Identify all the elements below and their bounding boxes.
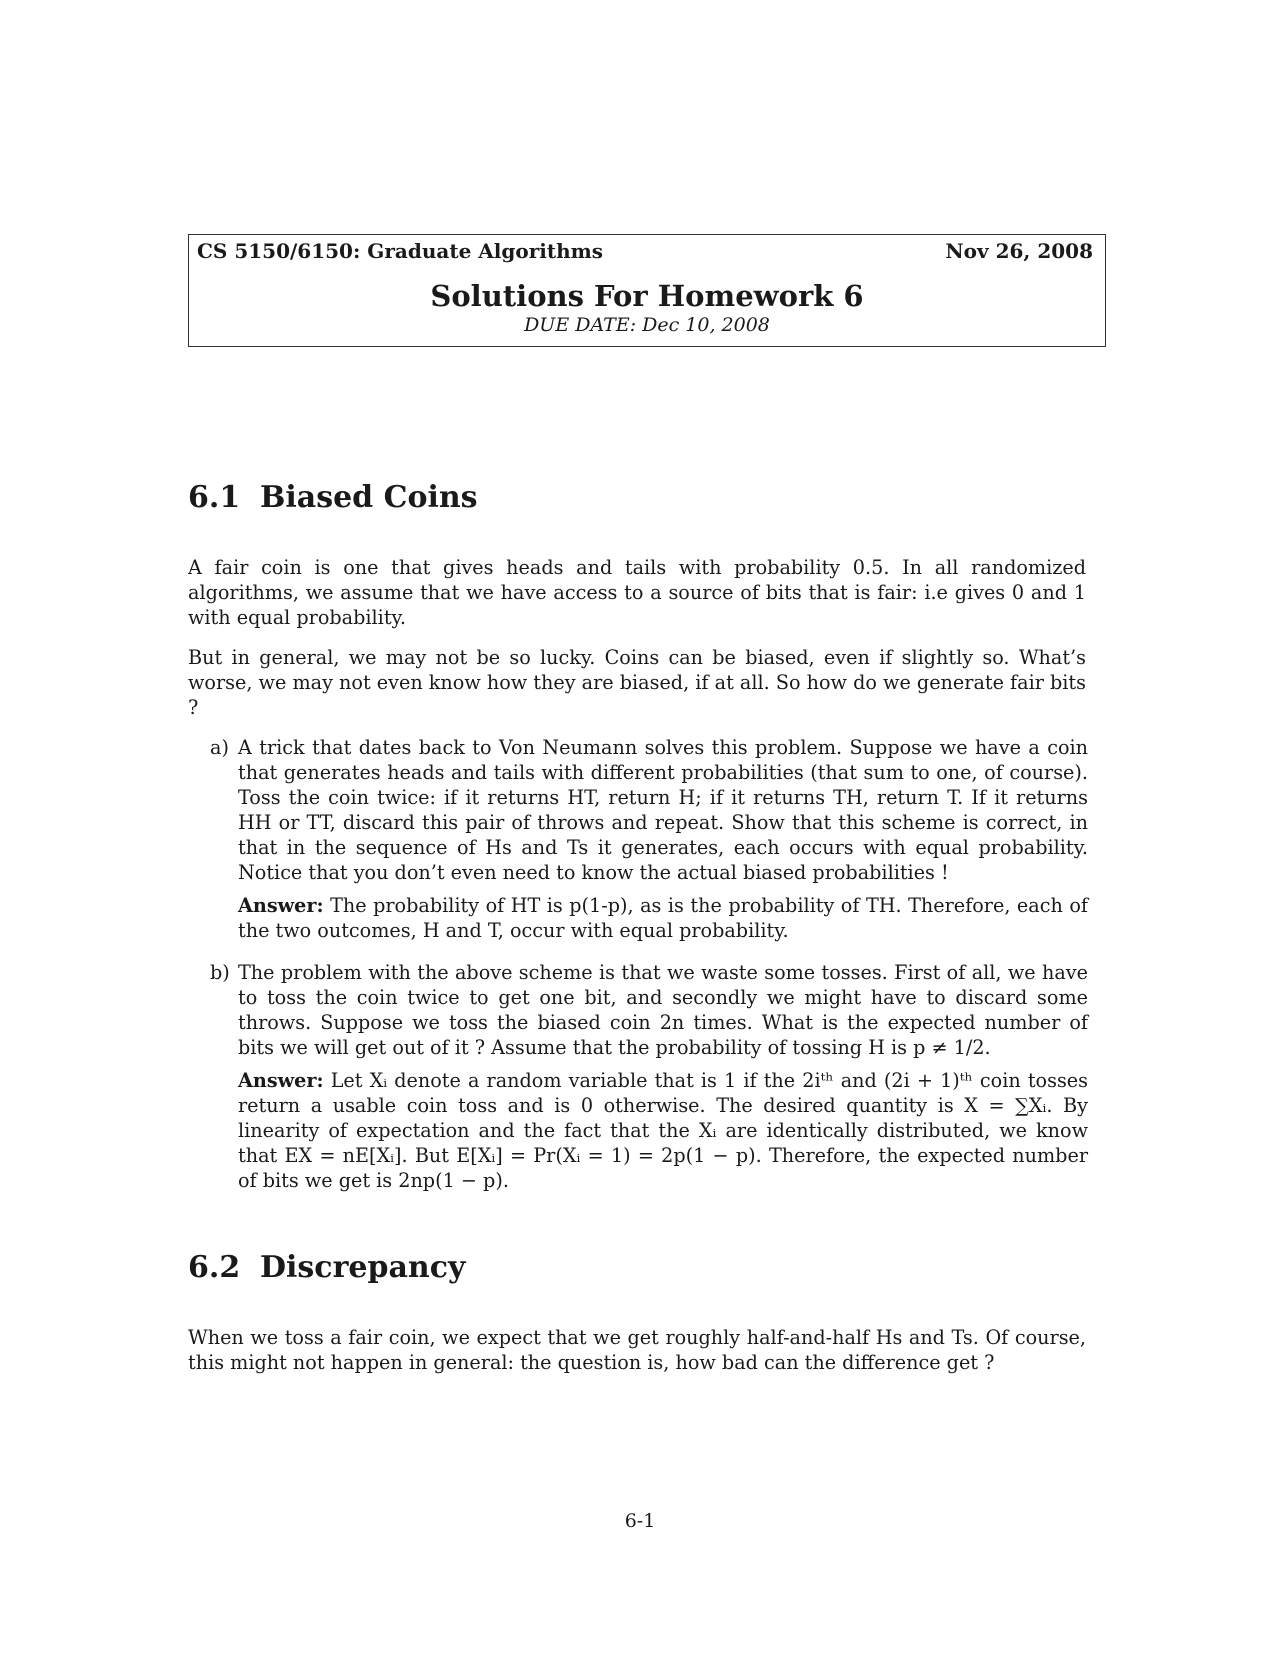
- due-date: DUE DATE: Dec 10, 2008: [524, 314, 770, 336]
- paragraph-biased-coins: But in general, we may not be so lucky. Coins can be biased, even if slightly so. What’s worse, we may not even know how they are biased, if at all. So how do we generate fair bits ?: [188, 646, 1086, 719]
- section-number: 6.1: [188, 480, 241, 515]
- item-label: a): [210, 736, 229, 759]
- item-text: The problem with the above scheme is that we waste some tosses. First of all, we have to toss the coin twice to get one bit, and secondly we might have to discard some throws. Suppose we toss the biased coin 2n times. What is the expected number of bits we will get out of it ? Assume that the probability of tossing H is p ≠ 1/2.: [238, 961, 1088, 1059]
- section-number: 6.2: [188, 1250, 241, 1285]
- answer-label: Answer:: [238, 1069, 324, 1092]
- section-heading-biased-coins: [188, 480, 478, 515]
- header-date: Nov 26, 2008: [945, 239, 1093, 263]
- paragraph-fair-coin: A fair coin is one that gives heads and tails with probability 0.5. In all randomized algorithms, we assume that we have access to a source of bits that is fair: i.e gives 0 and 1 with equal probability.: [188, 556, 1086, 629]
- answer-text: Let Xᵢ denote a random variable that is 1 if the 2iᵗʰ and (2i + 1)ᵗʰ coin tosses return a usable coin toss and is 0 otherwise. The desired quantity is X = ∑Xᵢ. By linearity of expectation and the fact that the Xᵢ are identically distributed, we know that EX = nE[Xᵢ]. But E[Xᵢ] = Pr(Xᵢ = 1) = 2p(1 − p). Therefore, the expected number of bits we get is 2np(1 − p).: [238, 1069, 1088, 1192]
- answer-block: [238, 1068, 1088, 1193]
- answer-block: [238, 893, 1088, 943]
- paragraph-discrepancy: When we toss a fair coin, we expect that we get roughly half-and-half Hs and Ts. Of course, this might not happen in general: the question is, how bad can the difference get ?: [188, 1326, 1086, 1374]
- course-title: CS 5150/6150: Graduate Algorithms: [197, 239, 604, 263]
- item-label: b): [210, 961, 230, 984]
- list-item-a: [210, 735, 1088, 943]
- item-text: A trick that dates back to Von Neumann solves this problem. Suppose we have a coin that generates heads and tails with different probabilities (that sum to one, of course). Toss the coin twice: if it returns HT, return H; if it returns TH, return T. If it returns HH or TT, discard this pair of throws and repeat. Show that this scheme is correct, in that in the sequence of Hs and Ts it generates, each occurs with equal probability. Notice that you don’t even need to know the actual biased probabilities !: [238, 736, 1088, 884]
- answer-text: The probability of HT is p(1-p), as is the probability of TH. Therefore, each of the two outcomes, H and T, occur with equal probability.: [238, 894, 1088, 942]
- page-number: 6-1: [624, 1510, 656, 1532]
- list-item-b: [210, 960, 1088, 1193]
- answer-label: Answer:: [238, 894, 324, 917]
- section-heading-discrepancy: [188, 1250, 465, 1285]
- page-title: Solutions For Homework 6: [430, 279, 864, 313]
- header-box: [188, 234, 1106, 347]
- section-title: Discrepancy: [260, 1250, 466, 1285]
- section-title: Biased Coins: [260, 480, 478, 515]
